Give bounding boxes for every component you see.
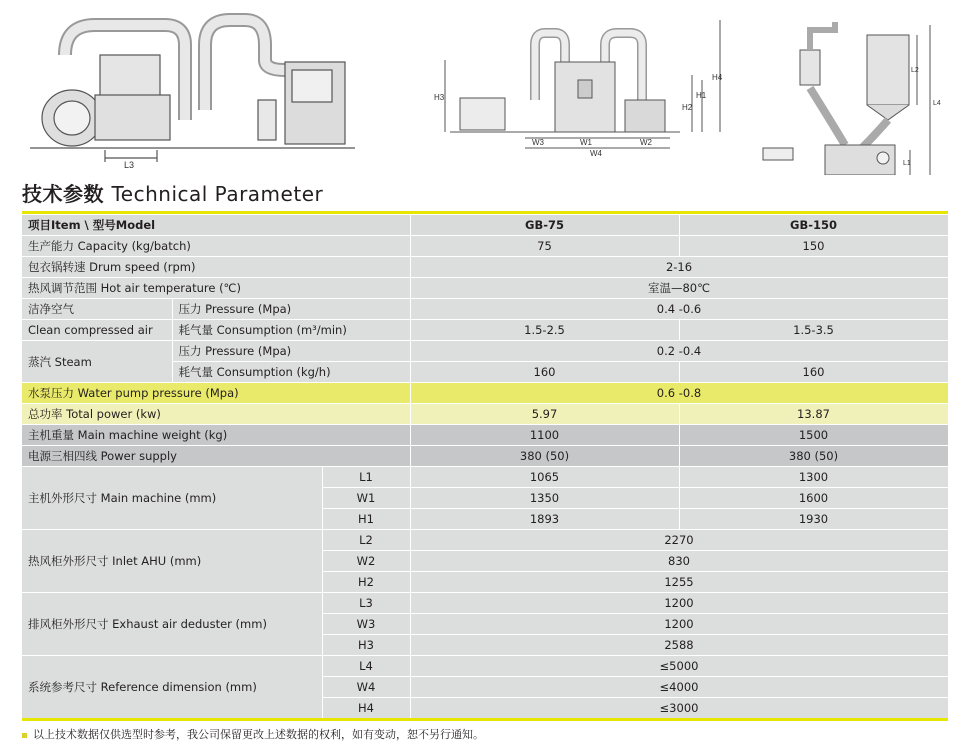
dim-key: L2: [322, 530, 410, 551]
table-row: [22, 383, 948, 404]
reference-label: 系统参考尺寸 Reference dimension (mm): [22, 656, 322, 719]
table-row: [22, 278, 948, 299]
label-w1: W1: [580, 138, 592, 147]
dim-value: 2588: [410, 635, 948, 656]
table-header-row: [22, 215, 948, 236]
table-row: [22, 257, 948, 278]
supply-value-2: 380 (50): [679, 446, 948, 467]
header-item: 项目Item \ 型号Model: [22, 215, 410, 236]
main-machine-label: 主机外形尺寸 Main machine (mm): [22, 467, 322, 530]
dim-key: W4: [322, 677, 410, 698]
label-h1: H1: [696, 91, 707, 100]
pump-value: 0.6 -0.8: [410, 383, 948, 404]
label-w2: W2: [640, 138, 652, 147]
dim-value: ≤5000: [410, 656, 948, 677]
steam-pressure-value: 0.2 -0.4: [410, 341, 948, 362]
table-row: [22, 530, 948, 551]
table-row: [22, 341, 948, 362]
exhaust-label: 排风柜外形尺寸 Exhaust air deduster (mm): [22, 593, 322, 656]
table-row: [22, 656, 948, 677]
pump-label: 水泵压力 Water pump pressure (Mpa): [22, 383, 410, 404]
table-row: [22, 320, 948, 341]
header-model-1: GB-75: [410, 215, 679, 236]
header-model-2: GB-150: [679, 215, 948, 236]
dim-key: L3: [322, 593, 410, 614]
dim-key: H1: [322, 509, 410, 530]
air-pressure-value: 0.4 -0.6: [410, 299, 948, 320]
bullet-square-icon: [22, 733, 27, 738]
parameter-table: [22, 215, 949, 719]
hot-air-value: 室温—80℃: [410, 278, 948, 299]
drum-label: 包衣锅转速 Drum speed (rpm): [22, 257, 410, 278]
power-label: 总功率 Total power (kw): [22, 404, 410, 425]
table-row: [22, 425, 948, 446]
hot-air-label: 热风调节范围 Hot air temperature (℃): [22, 278, 410, 299]
table-row: [22, 467, 948, 488]
steam-consumption-label: 耗气量 Consumption (kg/h): [172, 362, 410, 383]
supply-label: 电源三相四线 Power supply: [22, 446, 410, 467]
air-consumption-value-1: 1.5-2.5: [410, 320, 679, 341]
table-row: [22, 593, 948, 614]
air-consumption-value-2: 1.5-3.5: [679, 320, 948, 341]
dim-value: 2270: [410, 530, 948, 551]
weight-label: 主机重量 Main machine weight (kg): [22, 425, 410, 446]
steam-consumption-value-2: 160: [679, 362, 948, 383]
weight-value-1: 1100: [410, 425, 679, 446]
dim-value: 1200: [410, 593, 948, 614]
dim-key: H2: [322, 572, 410, 593]
bottom-rule: [22, 718, 948, 721]
title-cn: 技术参数: [22, 182, 104, 206]
dim-key: W3: [322, 614, 410, 635]
label-l1: L1: [903, 160, 911, 167]
dim-key: H3: [322, 635, 410, 656]
dim-value: ≤4000: [410, 677, 948, 698]
label-w4: W4: [590, 149, 602, 158]
air-label-en: Clean compressed air: [22, 320, 172, 341]
dim-value: 830: [410, 551, 948, 572]
capacity-value-1: 75: [410, 236, 679, 257]
steam-consumption-value-1: 160: [410, 362, 679, 383]
label-l2: L2: [911, 67, 919, 74]
dim-value-2: 1600: [679, 488, 948, 509]
dim-value: ≤3000: [410, 698, 948, 719]
footnote-text: 以上技术数据仅供选型时参考，我公司保留更改上述数据的权利，如有变动，恕不另行通知。: [33, 728, 484, 741]
dim-key: W2: [322, 551, 410, 572]
table-row: [22, 299, 948, 320]
title-en: Technical Parameter: [111, 182, 324, 206]
ahu-label: 热风柜外形尺寸 Inlet AHU (mm): [22, 530, 322, 593]
steam-pressure-label: 压力 Pressure (Mpa): [172, 341, 410, 362]
table-row: [22, 236, 948, 257]
dim-value: 1255: [410, 572, 948, 593]
front-elevation-drawing: [430, 0, 740, 160]
dim-key: W1: [322, 488, 410, 509]
perspective-drawing: [20, 0, 360, 170]
capacity-value-2: 150: [679, 236, 948, 257]
label-h2: H2: [682, 103, 693, 112]
power-value-2: 13.87: [679, 404, 948, 425]
footnote: [22, 726, 484, 742]
dim-value-1: 1065: [410, 467, 679, 488]
label-h3: H3: [434, 93, 445, 102]
table-row: [22, 446, 948, 467]
steam-label: 蒸汽 Steam: [22, 341, 172, 383]
supply-value-1: 380 (50): [410, 446, 679, 467]
air-label-cn: 洁净空气: [22, 299, 172, 320]
dim-key: L4: [322, 656, 410, 677]
power-value-1: 5.97: [410, 404, 679, 425]
label-l4: L4: [933, 100, 941, 107]
dim-key: H4: [322, 698, 410, 719]
capacity-label: 生产能力 Capacity (kg/batch): [22, 236, 410, 257]
air-pressure-label: 压力 Pressure (Mpa): [172, 299, 410, 320]
label-h4: H4: [712, 73, 723, 82]
dim-value-1: 1350: [410, 488, 679, 509]
dim-value-2: 1300: [679, 467, 948, 488]
air-consumption-label: 耗气量 Consumption (m³/min): [172, 320, 410, 341]
label-l3: L3: [124, 160, 135, 170]
top-view-drawing: [755, 0, 950, 175]
equipment-drawings: [0, 0, 960, 180]
dim-value-1: 1893: [410, 509, 679, 530]
table-row: [22, 404, 948, 425]
drum-value: 2-16: [410, 257, 948, 278]
label-w3: W3: [532, 138, 544, 147]
top-rule: [22, 211, 948, 214]
dim-key: L1: [322, 467, 410, 488]
dim-value: 1200: [410, 614, 948, 635]
section-title: [22, 178, 323, 207]
weight-value-2: 1500: [679, 425, 948, 446]
dim-value-2: 1930: [679, 509, 948, 530]
